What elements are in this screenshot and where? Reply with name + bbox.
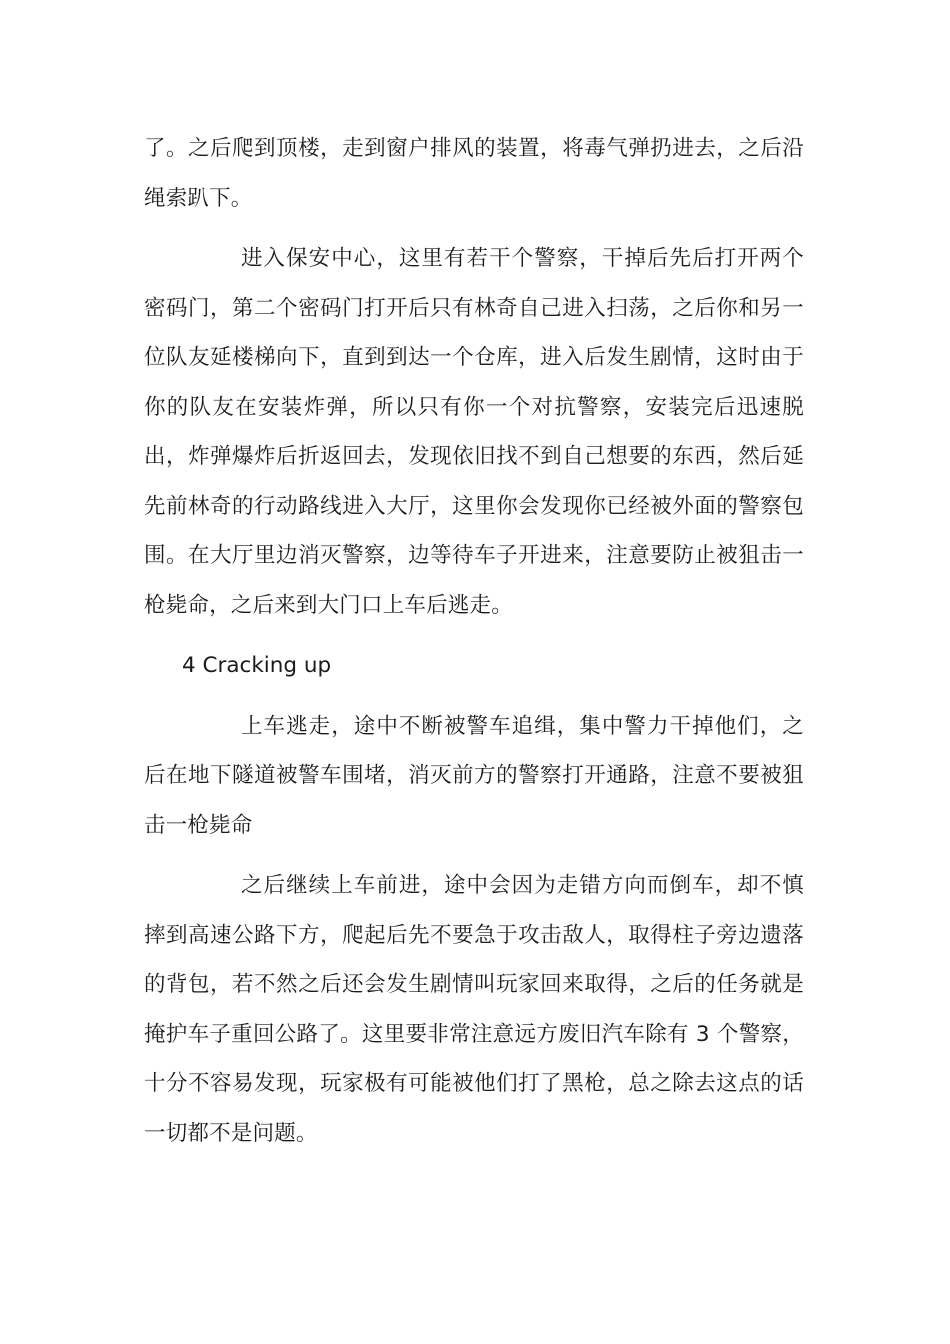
- section-heading: 4 Cracking up: [182, 653, 332, 678]
- paragraph-highway: 之后继续上车前进，途中会因为走错方向而倒车，却不慎摔到高速公路下方，爬起后先不要急于攻击敌人，取得柱子旁边遗落的背包，若不然之后还会发生剧情叫玩家回来取得，之后的任务就是掩护车子重回公路了。这里要非常注意远方废旧汽车除有 3 个警察，十分不容易发现，玩家极有可能被他们打了黑枪，总之除去这点的话一切都不是问题。: [144, 873, 804, 1146]
- paragraph-continuation: 了。之后爬到顶楼，走到窗户排风的装置，将毒气弹扔进去，之后沿绳索趴下。: [144, 136, 804, 211]
- document-body: [144, 124, 804, 1158]
- paragraph-escape: 上车逃走，途中不断被警车追缉，集中警力干掉他们，之后在地下隧道被警车围堵，消灭前方的警察打开通路，注意不要被狙击一枪毙命: [144, 713, 804, 838]
- paragraph-security-center: 进入保安中心，这里有若干个警察，干掉后先后打开两个密码门，第二个密码门打开后只有林奇自己进入扫荡，之后你和另一位队友延楼梯向下，直到到达一个仓库，进入后发生剧情，这时由于你的队友在安装炸弹，所以只有你一个对抗警察，安装完后迅速脱出，炸弹爆炸后折返回去，发现依旧找不到自己想要的东西，然后延先前林奇的行动路线进入大厅，这里你会发现你已经被外面的警察包围。在大厅里边消灭警察，边等待车子开进来，注意要防止被狙击一枪毙命，之后来到大门口上车后逃走。: [144, 246, 804, 618]
